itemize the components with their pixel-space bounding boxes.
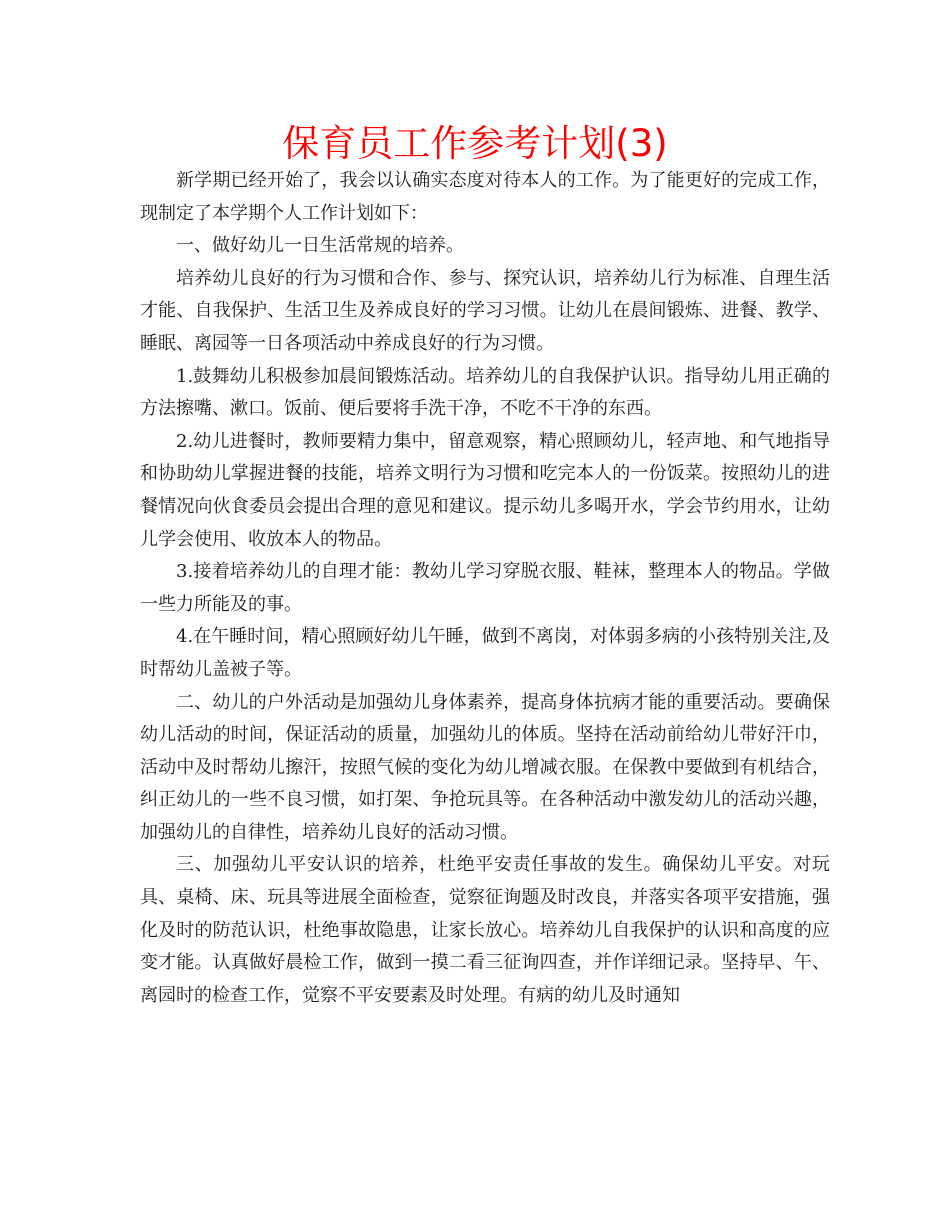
document-title: 保育员工作参考计划(3) <box>282 122 668 165</box>
paragraph-item-2: 2.幼儿进餐时，教师要精力集中，留意观察，精心照顾幼儿，轻声地、和气地指导和协助幼儿掌握进餐的技能，培养文明行为习惯和吃完本人的一份饭菜。按照幼儿的进餐情况向伙食委员会提出合理的意见和建议。提示幼儿多喝开水，学会节约用水，让幼儿学会使用、收放本人的物品。 <box>140 430 830 550</box>
paragraph-item-1: 1.鼓舞幼儿积极参加晨间锻炼活动。培养幼儿的自我保护认识。指导幼儿用正确的方法擦嘴、漱口。饭前、便后要将手洗干净，不吃不干净的东西。 <box>140 365 830 420</box>
paragraph-section-2: 二、幼儿的户外活动是加强幼儿身体素养，提高身体抗病才能的重要活动。要确保幼儿活动的时间，保证活动的质量，加强幼儿的体质。坚持在活动前给幼儿带好汗巾，活动中及时帮幼儿擦汗，按照气候的变化为幼儿增减衣服。在保教中要做到有机结合，纠正幼儿的一些不良习惯，如打架、争抢玩具等。在各种活动中激发幼儿的活动兴趣，加强幼儿的自律性，培养幼儿良好的活动习惯。 <box>140 691 830 843</box>
paragraph-section-1-heading: 一、做好幼儿一日生活常规的培养。 <box>176 235 464 257</box>
document-body <box>140 165 830 1012</box>
paragraph-intro: 新学期已经开始了，我会以认确实态度对待本人的工作。为了能更好的完成工作，现制定了本学期个人工作计划如下： <box>140 170 830 224</box>
paragraph-item-3: 3.接着培养幼儿的自理才能：教幼儿学习穿脱衣服、鞋袜，整理本人的物品。学做一些力所能及的事。 <box>140 561 830 615</box>
paragraph-section-3: 三、加强幼儿平安认识的培养，杜绝平安责任事故的发生。确保幼儿平安。对玩具、桌椅、床、玩具等进展全面检查，觉察征询题及时改良，并落实各项平安措施，强化及时的防范认识，杜绝事故隐患，让家长放心。培养幼儿自我保护的认识和高度的应变才能。认真做好晨检工作，做到一摸二看三征询四查，并作详细记录。坚持早、午、离园时的检查工作，觉察不平安要素及时处理。有病的幼儿及时通知 <box>140 854 830 1006</box>
paragraph-item-4: 4.在午睡时间，精心照顾好幼儿午睡，做到不离岗，对体弱多病的小孩特别关注,及时帮幼儿盖被子等。 <box>140 626 830 680</box>
paragraph-section-1-body: 培养幼儿良好的行为习惯和合作、参与、探究认识，培养幼儿行为标准、自理生活才能、自我保护、生活卫生及养成良好的学习习惯。让幼儿在晨间锻炼、进餐、教学、睡眠、离园等一日各项活动中养成良好的行为习惯。 <box>140 267 830 354</box>
